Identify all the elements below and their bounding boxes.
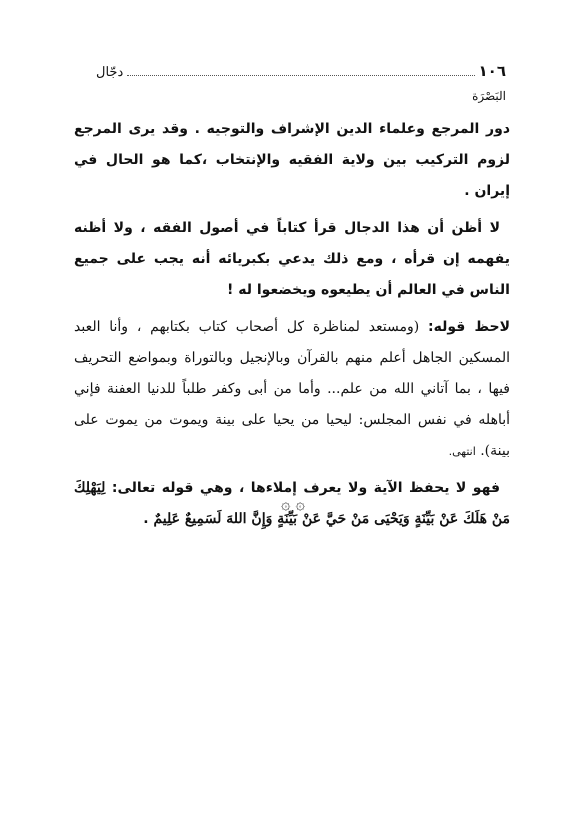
paragraph-4-end: .: [143, 511, 149, 527]
chapter-mark: البَصْرَة: [472, 89, 506, 103]
quoted-text: (ومستعد لمناظرة كل أصحاب كتاب بكتابهم ، وأنا العبد المسكين الجاهل أعلم منهم بالقرآن وبالإنجيل وبالتوراة وبمواضع التحريف فيها ، بما آتاني الله من علم... وأما من أبى وكفر طلباً للدنيا العفنة فإني أباهله في نفس المجلس: ليحيا من يحيا على بينة ويموت من يموت على بينة).: [74, 319, 510, 459]
quote-end-mark: انتهى.: [448, 445, 476, 458]
paragraph-3: [74, 312, 510, 467]
quote-lead: لاحظ قوله:: [428, 319, 511, 335]
body-text: [74, 114, 510, 535]
section-end-ornament-icon: ۞ ۞: [281, 494, 305, 513]
paragraph-2: لا أظن أن هذا الدجال قرأ كتاباً في أصول الفقه ، ولا أظنه يفهمه إن قرأه ، ومع ذلك يدعي بكبريائه أنه يجب على جميع الناس في العالم أن يطيعوه ويخضعوا له !: [74, 220, 510, 298]
paragraph-4-text: فهو لا يحفظ الآية ولا يعرف إملاءها ، وهي قوله تعالى:: [111, 480, 500, 496]
running-title: دجّال: [96, 65, 124, 80]
page-header: [96, 58, 506, 80]
quran-verse: لِيَهْلِكَ مَنْ هَلَكَ عَنْ بَيِّنَةٍ وَيَحْيَى مَنْ حَيَّ عَنْ بَيِّنَةٍ وَإِنَّ اللهَ لَسَمِيعٌ عَلِيمٌ: [74, 480, 510, 527]
header-dotted-rule: [127, 75, 474, 76]
page-number: ١٠٦: [478, 62, 506, 80]
paragraph-1: دور المرجع وعلماء الدين الإشراف والتوجيه . وقد يرى المرجع لزوم التركيب بين ولاية الفقيه والإنتخاب ،كما هو الحال في إيران .: [74, 121, 510, 199]
